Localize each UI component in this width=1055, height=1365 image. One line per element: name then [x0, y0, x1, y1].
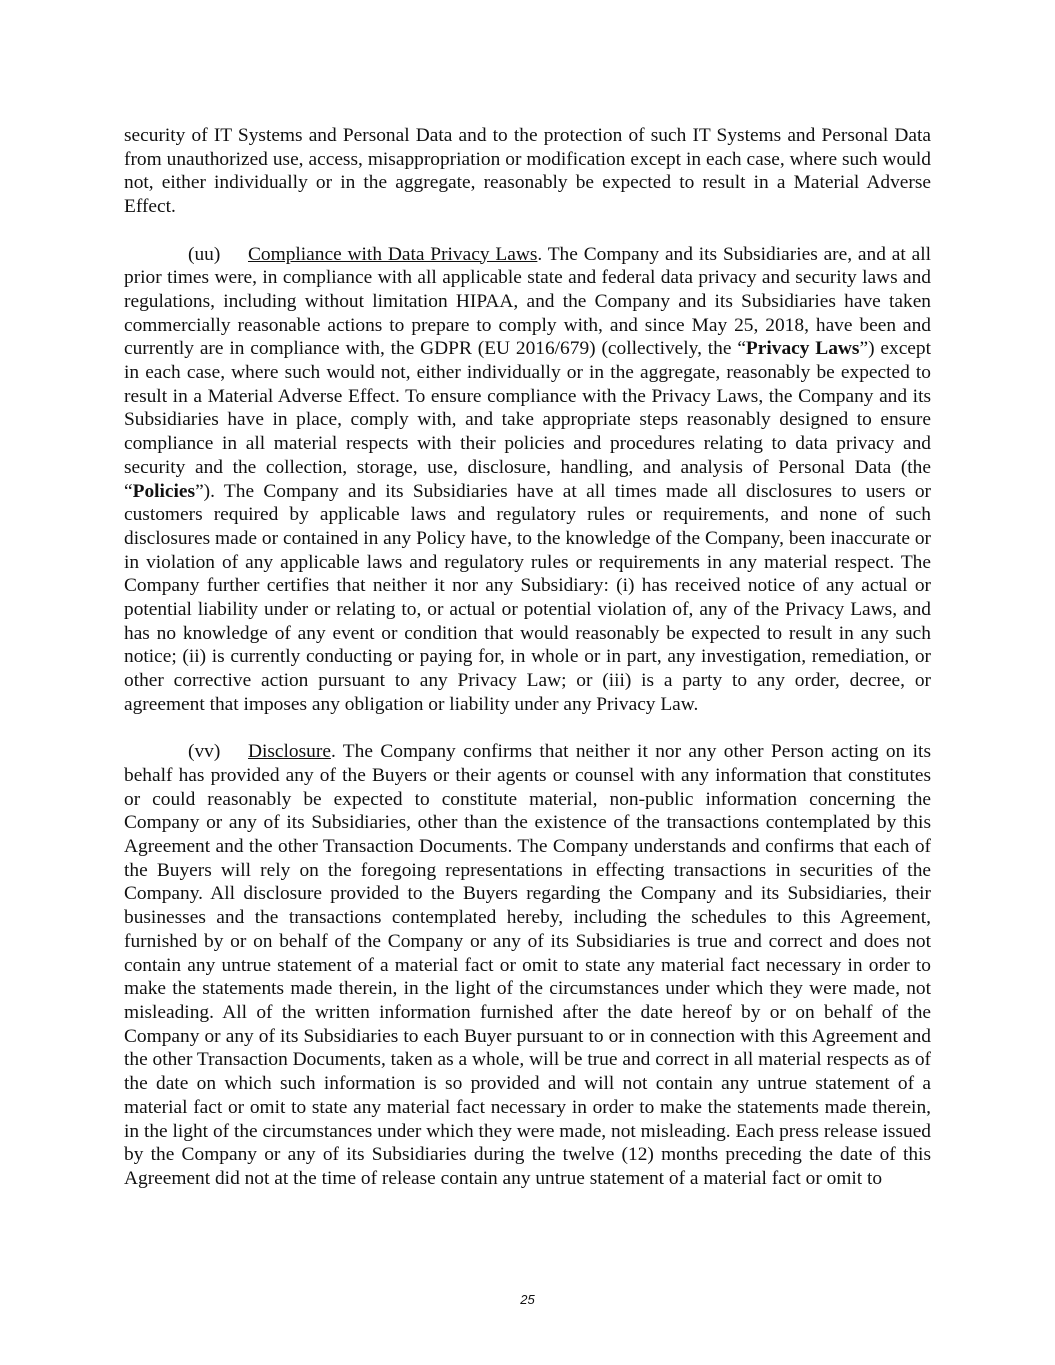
section-number: (vv): [188, 741, 221, 763]
section-text: . The Company confirms that neither it nor any other Person acting on its behalf has provided any of the Buyers or their agents or counsel with any information that constitutes or could reasonably be expected to constitute material, non-public information concerning the Company or any of its Subsidiaries, other than the existence of the transactions contemplated by this Agreement and the other Transaction Documents. The Company understands and confirms that each of the Buyers will rely on the foregoing representations in effecting transactions in securities of the Company. All disclosure provided to the Buyers regarding the Company and its Subsidiaries, their businesses and the transactions contemplated hereby, including the schedules to this Agreement, furnished by or on behalf of the Company or any of its Subsidiaries is true and correct and does not contain any untrue statement of a material fact or omit to state any material fact necessary in order to make the statements made therein, in the light of the circumstances under which they were made, not misleading. All of the written information furnished after the date hereof by or on behalf of the Company or any of its Subsidiaries to each Buyer pursuant to or in connection with this Agreement and the other Transaction Documents, taken as a whole, will be true and correct in all material respects as of the date on which such information is so provided and will not contain any untrue statement of a material fact or omit to state any material fact necessary in order to make the statements made therein, in the light of the circumstances under which they were made, not misleading. Each press release issued by the Company or any of its Subsidiaries during the twelve (12) months preceding the date of this Agreement did not at the time of release contain any untrue statement of a material fact or omit to: [124, 741, 931, 1189]
section-heading: Compliance with Data Privacy Laws: [248, 243, 538, 265]
defined-term: Privacy Laws: [745, 338, 860, 360]
section-uu-paragraph: [124, 243, 931, 717]
section-vv-paragraph: [124, 740, 931, 1190]
section-text: ”) except in each case, where such would not, either individually or in the aggregate, reasonably be expected to result in a Material Adverse Effect. To ensure compliance with the Privacy Laws, the Company and its Subsidiaries have in place, comply with, and take appropriate steps reasonably designed to ensure compliance in all material respects with their policies and procedures relating to data privacy and security and the collection, storage, use, disclosure, handling, and analysis of Personal Data (the “: [124, 338, 931, 502]
section-number: (uu): [188, 243, 221, 265]
section-text: ”). The Company and its Subsidiaries have at all times made all disclosures to users or customers required by applicable laws and regulatory rules or requirements, and none of such disclosures made or contained in any Policy have, to the knowledge of the Company, been inaccurate or in violation of any applicable laws and regulatory rules or requirements in any material respect. The Company further certifies that neither it nor any Subsidiary: (i) has received notice of any actual or potential liability under or relating to, or actual or potential violation of, any of the Privacy Laws, and has no knowledge of any event or condition that would reasonably be expected to result in any such notice; (ii) is currently conducting or paying for, in whole or in part, any investigation, remediation, or other corrective action pursuant to any Privacy Law; or (iii) is a party to any order, decree, or agreement that imposes any obligation or liability under any Privacy Law.: [124, 480, 931, 715]
section-text: . The Company and its Subsidiaries are, and at all prior times were, in compliance with all applicable state and federal data privacy and security laws and regulations, including without limitation HIPAA, and the Company and its Subsidiaries have taken commercially reasonable actions to prepare to comply with, and since May 25, 2018, have been and currently are in compliance with, the GDPR (EU 2016/679) (collectively, the “: [124, 243, 931, 360]
defined-term: Policies: [132, 480, 196, 502]
continuation-paragraph: security of IT Systems and Personal Data and to the protection of such IT Systems and Personal Data from unauthorized use, access, misappropriation or modification except in each case, where such would not, either individually or in the aggregate, reasonably be expected to result in a Material Adverse Effect.: [124, 125, 931, 218]
section-heading: Disclosure: [248, 741, 331, 763]
page-number: 25: [520, 1292, 535, 1307]
document-page: [124, 124, 931, 1214]
